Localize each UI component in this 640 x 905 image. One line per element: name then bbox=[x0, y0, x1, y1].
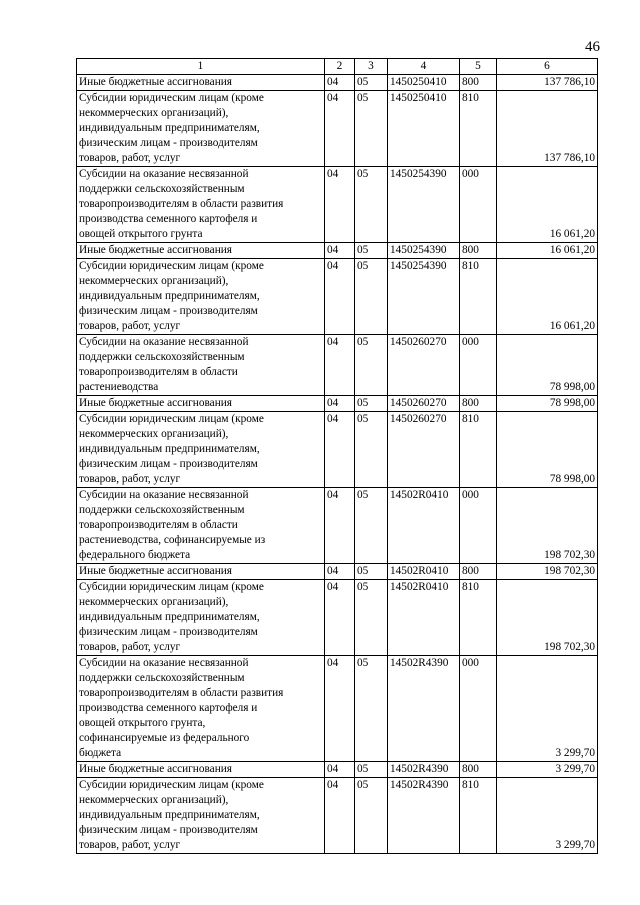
table-row bbox=[77, 564, 598, 580]
table-row bbox=[77, 91, 598, 167]
cell-amount: 137 786,10 bbox=[497, 75, 598, 91]
cell-amount: 198 702,30 bbox=[497, 564, 598, 580]
cell-name: Иные бюджетные ассигнования bbox=[77, 243, 325, 259]
cell-subsection: 05 bbox=[355, 580, 388, 656]
cell-expense-type: 000 bbox=[460, 488, 497, 564]
table-row bbox=[77, 167, 598, 243]
column-header-section: 2 bbox=[325, 59, 355, 75]
cell-name: Субсидии на оказание несвязанной поддержки сельскохозяйственным товаропроизводителям в области растениеводства, софинансируемые из федерального бюджета bbox=[77, 488, 325, 564]
table-row bbox=[77, 412, 598, 488]
table-row bbox=[77, 778, 598, 854]
cell-amount: 16 061,20 bbox=[497, 167, 598, 243]
cell-name: Иные бюджетные ассигнования bbox=[77, 396, 325, 412]
cell-target-article: 14502R0410 bbox=[388, 488, 460, 564]
cell-section: 04 bbox=[325, 259, 355, 335]
cell-amount: 3 299,70 bbox=[497, 778, 598, 854]
cell-target-article: 1450260270 bbox=[388, 412, 460, 488]
cell-section: 04 bbox=[325, 488, 355, 564]
column-header-expense-type: 5 bbox=[460, 59, 497, 75]
cell-subsection: 05 bbox=[355, 412, 388, 488]
cell-amount: 198 702,30 bbox=[497, 488, 598, 564]
column-header-amount: 6 bbox=[497, 59, 598, 75]
cell-expense-type: 000 bbox=[460, 656, 497, 762]
table-row bbox=[77, 580, 598, 656]
cell-section: 04 bbox=[325, 75, 355, 91]
cell-expense-type: 810 bbox=[460, 778, 497, 854]
cell-name: Субсидии на оказание несвязанной поддержки сельскохозяйственным товаропроизводителям в области растениеводства bbox=[77, 335, 325, 396]
cell-expense-type: 800 bbox=[460, 564, 497, 580]
cell-target-article: 1450254390 bbox=[388, 259, 460, 335]
cell-name: Иные бюджетные ассигнования bbox=[77, 564, 325, 580]
cell-subsection: 05 bbox=[355, 656, 388, 762]
cell-target-article: 1450260270 bbox=[388, 396, 460, 412]
cell-target-article: 14502R4390 bbox=[388, 656, 460, 762]
column-header-subsection: 3 bbox=[355, 59, 388, 75]
cell-name: Субсидии юридическим лицам (кроме некоммерческих организаций), индивидуальным предпринимателям, физическим лицам - производителям товаров, работ, услуг bbox=[77, 580, 325, 656]
cell-subsection: 05 bbox=[355, 488, 388, 564]
cell-subsection: 05 bbox=[355, 564, 388, 580]
cell-expense-type: 800 bbox=[460, 396, 497, 412]
table-row bbox=[77, 656, 598, 762]
table-row bbox=[77, 75, 598, 91]
cell-target-article: 1450250410 bbox=[388, 75, 460, 91]
cell-name: Субсидии юридическим лицам (кроме некоммерческих организаций), индивидуальным предпринимателям, физическим лицам - производителям товаров, работ, услуг bbox=[77, 412, 325, 488]
table-row bbox=[77, 243, 598, 259]
table-row bbox=[77, 259, 598, 335]
cell-name: Субсидии юридическим лицам (кроме некоммерческих организаций), индивидуальным предпринимателям, физическим лицам - производителям товаров, работ, услуг bbox=[77, 259, 325, 335]
cell-section: 04 bbox=[325, 580, 355, 656]
cell-target-article: 14502R0410 bbox=[388, 580, 460, 656]
column-header-target-article: 4 bbox=[388, 59, 460, 75]
cell-amount: 16 061,20 bbox=[497, 259, 598, 335]
cell-expense-type: 800 bbox=[460, 243, 497, 259]
cell-name: Иные бюджетные ассигнования bbox=[77, 75, 325, 91]
cell-subsection: 05 bbox=[355, 243, 388, 259]
cell-name: Субсидии юридическим лицам (кроме некоммерческих организаций), индивидуальным предпринимателям, физическим лицам - производителям товаров, работ, услуг bbox=[77, 91, 325, 167]
cell-target-article: 1450254390 bbox=[388, 167, 460, 243]
cell-section: 04 bbox=[325, 564, 355, 580]
table-row bbox=[77, 762, 598, 778]
cell-amount: 3 299,70 bbox=[497, 762, 598, 778]
cell-name: Иные бюджетные ассигнования bbox=[77, 762, 325, 778]
cell-subsection: 05 bbox=[355, 91, 388, 167]
cell-amount: 3 299,70 bbox=[497, 656, 598, 762]
column-header-name: 1 bbox=[77, 59, 325, 75]
cell-section: 04 bbox=[325, 412, 355, 488]
cell-section: 04 bbox=[325, 335, 355, 396]
cell-subsection: 05 bbox=[355, 778, 388, 854]
budget-table bbox=[76, 58, 598, 854]
cell-expense-type: 800 bbox=[460, 75, 497, 91]
cell-expense-type: 810 bbox=[460, 412, 497, 488]
cell-section: 04 bbox=[325, 91, 355, 167]
page-number: 46 bbox=[585, 39, 600, 55]
cell-subsection: 05 bbox=[355, 259, 388, 335]
cell-name: Субсидии на оказание несвязанной поддержки сельскохозяйственным товаропроизводителям в области развития производства семенного картофеля и овощей открытого грунта, софинансируемые из федерального бюджета bbox=[77, 656, 325, 762]
cell-expense-type: 000 bbox=[460, 167, 497, 243]
cell-subsection: 05 bbox=[355, 396, 388, 412]
cell-name: Субсидии юридическим лицам (кроме некоммерческих организаций), индивидуальным предпринимателям, физическим лицам - производителям товаров, работ, услуг bbox=[77, 778, 325, 854]
cell-target-article: 1450260270 bbox=[388, 335, 460, 396]
cell-expense-type: 810 bbox=[460, 259, 497, 335]
table-row bbox=[77, 335, 598, 396]
cell-subsection: 05 bbox=[355, 75, 388, 91]
cell-section: 04 bbox=[325, 762, 355, 778]
cell-section: 04 bbox=[325, 656, 355, 762]
cell-amount: 137 786,10 bbox=[497, 91, 598, 167]
cell-expense-type: 810 bbox=[460, 580, 497, 656]
cell-target-article: 14502R0410 bbox=[388, 564, 460, 580]
cell-amount: 78 998,00 bbox=[497, 335, 598, 396]
cell-subsection: 05 bbox=[355, 167, 388, 243]
cell-subsection: 05 bbox=[355, 335, 388, 396]
cell-expense-type: 800 bbox=[460, 762, 497, 778]
cell-expense-type: 000 bbox=[460, 335, 497, 396]
cell-section: 04 bbox=[325, 778, 355, 854]
cell-amount: 198 702,30 bbox=[497, 580, 598, 656]
cell-target-article: 14502R4390 bbox=[388, 778, 460, 854]
cell-amount: 16 061,20 bbox=[497, 243, 598, 259]
cell-section: 04 bbox=[325, 167, 355, 243]
cell-target-article: 14502R4390 bbox=[388, 762, 460, 778]
cell-target-article: 1450250410 bbox=[388, 91, 460, 167]
cell-target-article: 1450254390 bbox=[388, 243, 460, 259]
table-row bbox=[77, 396, 598, 412]
cell-name: Субсидии на оказание несвязанной поддержки сельскохозяйственным товаропроизводителям в области развития производства семенного картофеля и овощей открытого грунта bbox=[77, 167, 325, 243]
table-row bbox=[77, 488, 598, 564]
cell-section: 04 bbox=[325, 243, 355, 259]
cell-expense-type: 810 bbox=[460, 91, 497, 167]
cell-section: 04 bbox=[325, 396, 355, 412]
cell-subsection: 05 bbox=[355, 762, 388, 778]
table-header-row bbox=[77, 59, 598, 75]
cell-amount: 78 998,00 bbox=[497, 396, 598, 412]
cell-amount: 78 998,00 bbox=[497, 412, 598, 488]
